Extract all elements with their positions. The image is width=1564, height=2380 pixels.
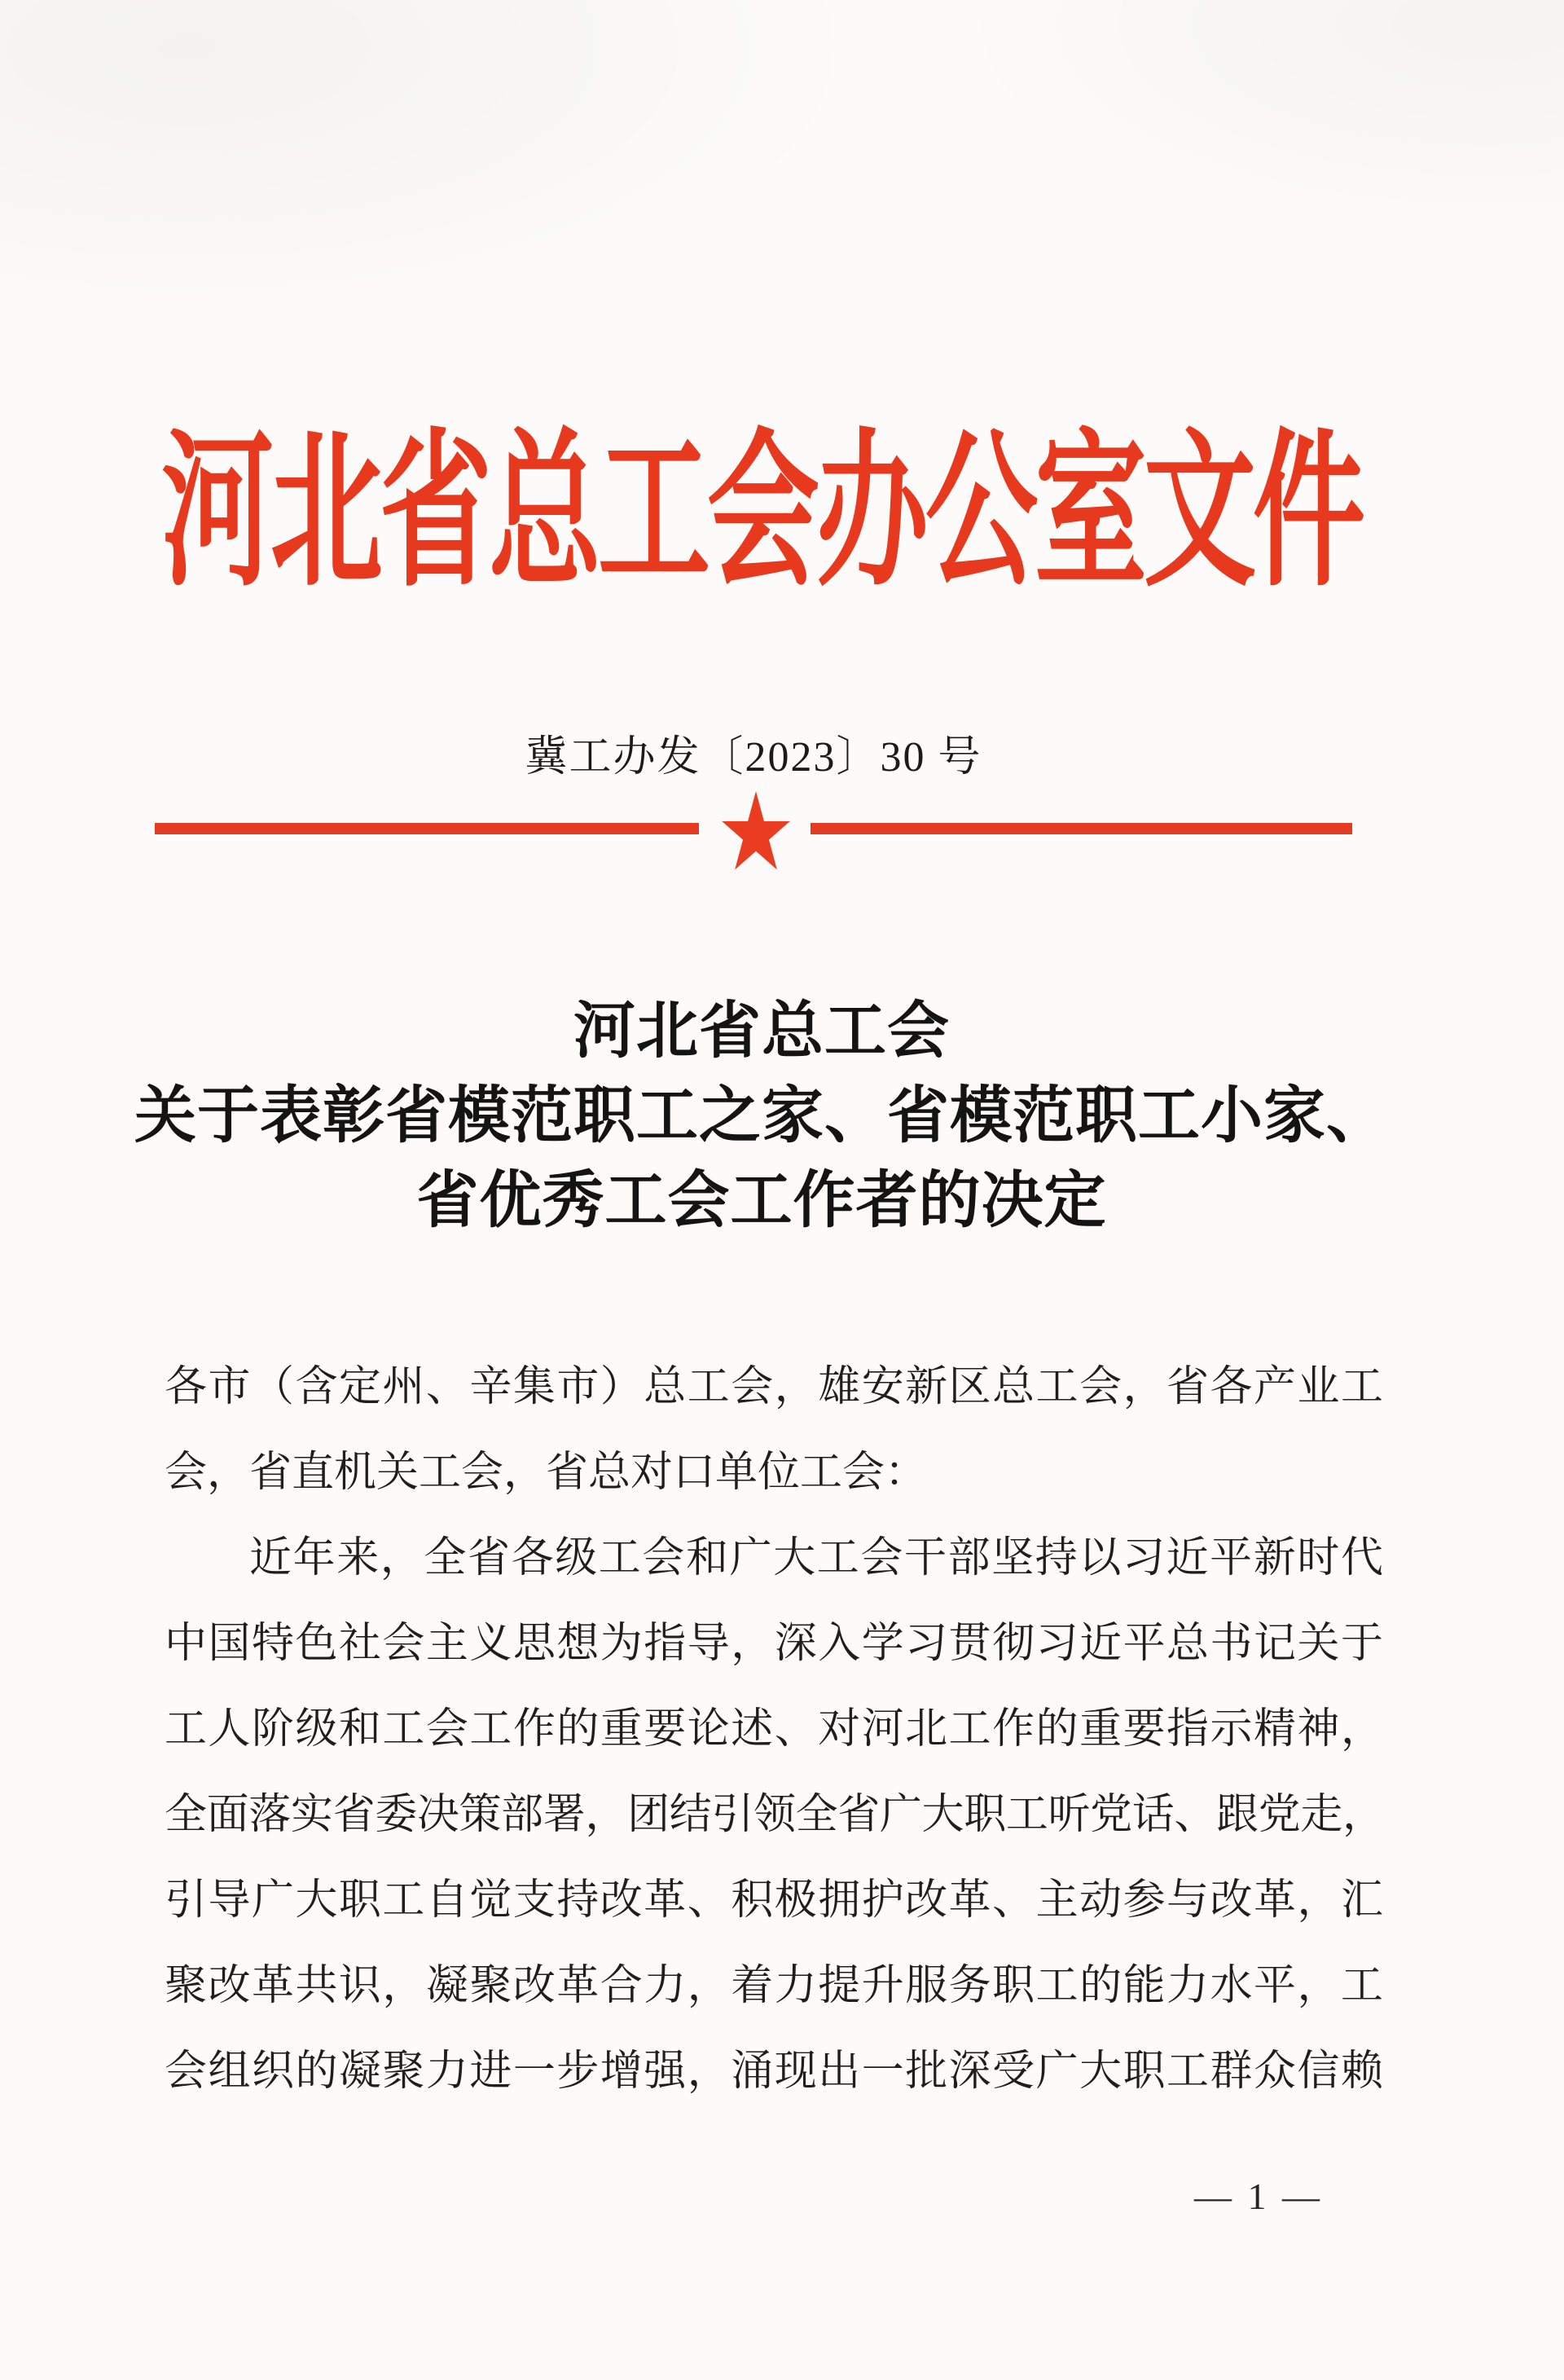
document-title-line-2: 关于表彰省模范职工之家、省模范职工小家、 [134, 1082, 1389, 1150]
paragraph-line: 会组织的凝聚力进一步增强，涌现出一批深受广大职工群众信赖 [165, 2048, 1383, 2095]
paragraph-line: 近年来，全省各级工会和广大工会干部坚持以习近平新时代 [249, 1535, 1383, 1582]
page-number: — 1 — [1194, 2175, 1323, 2217]
salutation-line: 会，省直机关工会，省总对口单位工会： [165, 1450, 928, 1496]
document-masthead-title: 河北省总工会办公室文件 [160, 419, 1362, 606]
document-number: 冀工办发〔2023〕30 号 [525, 734, 982, 781]
document-title [0, 989, 1523, 1243]
salutation-line: 各市（含定州、辛集市）总工会，雄安新区总工会，省各产业工 [165, 1364, 1383, 1410]
paragraph-line: 聚改革共识，凝聚改革合力，着力提升服务职工的能力水平，工 [165, 1963, 1383, 2009]
red-divider-right [811, 823, 1352, 834]
paragraph-line: 全面落实省委决策部署，团结引领全省广大职工听党话、跟党走， [165, 1792, 1383, 1838]
paragraph-line: 中国特色社会主义思想为指导，深入学习贯彻习近平总书记关于 [165, 1621, 1383, 1667]
paragraph-line: 工人阶级和工会工作的重要论述、对河北工作的重要指示精神， [165, 1706, 1383, 1753]
document-title-line-1: 河北省总工会 [573, 997, 950, 1066]
paragraph-line: 引导广大职工自觉支持改革、积极拥护改革、主动参与改革，汇 [165, 1877, 1383, 1924]
document-body [165, 1344, 1383, 2114]
red-divider-left [155, 823, 699, 834]
red-star-icon [720, 791, 792, 870]
document-title-line-3: 省优秀工会工作者的决定 [416, 1167, 1107, 1235]
